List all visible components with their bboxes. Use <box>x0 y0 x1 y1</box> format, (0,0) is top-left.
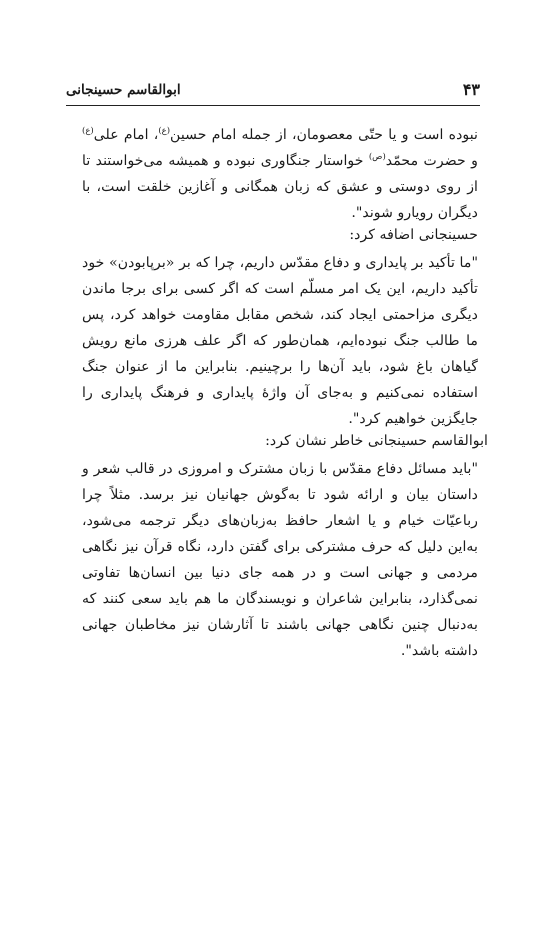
text-run: حسینجانی اضافه کرد: <box>349 227 478 243</box>
honorific-superscript: (ع) <box>158 126 171 136</box>
text-run: ابوالقاسم حسینجانی خاطر نشان کرد: <box>265 433 488 449</box>
header-rule <box>66 105 480 106</box>
paragraph <box>82 224 478 246</box>
paragraph <box>82 430 488 452</box>
text-run: و حضرت محمّد <box>385 153 478 169</box>
body-text <box>82 122 488 664</box>
text-run: "ما تأکید بر پایداری و دفاع مقدّس داریم، چرا که بر «برپابودن» خود تأکید داریم، این یک امر مسلّم است که اگر کسی برای برجا ماندن دیگری مزاحمتی ایجاد کند، شخص مقابل مقاومت خواهد کرد، پس ما طالب جنگ نبوده‌ایم، همان‌طور که اگر علف هرزی مانع رویش گیاهان باغ شود، باید آن‌ها را برچینیم. بنابراین ما از عنوان جنگ استفاده نمی‌کنیم و به‌جای آن واژهٔ پایداری و فرهنگ پایداری را جایگزین خواهیم کرد". <box>82 255 478 427</box>
text-run: "باید مسائل دفاع مقدّس با زبان مشترک و امروزی در قالب شعر و داستان بیان و ارائه شود تا به‌گوش جهانیان نیز برسد. مثلاً چرا رباعیّات خیام و یا اشعار حافظ به‌زبان‌های دیگر ترجمه می‌شود، به‌این دلیل که حرف مشترکی برای گفتن دارد، نگاه قرآن نیز نگاهی مردمی و جهانی است و در همه جای دنیا بین انسان‌ها تفاوتی نمی‌گذارد، بنابراین شاعران و نویسندگان ما هم باید سعی کنند که به‌دنبال چنین نگاهی جهانی باشند تا آثارشان نیز مخاطبان جهانی داشته باشد". <box>82 461 478 659</box>
text-run: ، امام علی <box>93 127 159 143</box>
paragraph <box>82 456 478 664</box>
honorific-superscript: (ع) <box>82 126 94 136</box>
page-header <box>66 80 480 106</box>
text-run: نبوده است و یا حتّی معصومان، از جمله امام حسین <box>170 127 478 143</box>
text-run: خواستار جنگاوری نبوده و همیشه می‌خواستند تا از روی دوستی و عشق که زبان همگانی و آغازین خلقت است، با دیگران رویارو شوند". <box>82 153 478 221</box>
page-number: ۴۳ <box>462 80 480 99</box>
paragraph <box>82 250 478 432</box>
honorific-superscript: (ص) <box>368 152 386 162</box>
running-head: ابوالقاسم حسینجانی <box>66 82 181 98</box>
paragraph <box>82 122 478 226</box>
